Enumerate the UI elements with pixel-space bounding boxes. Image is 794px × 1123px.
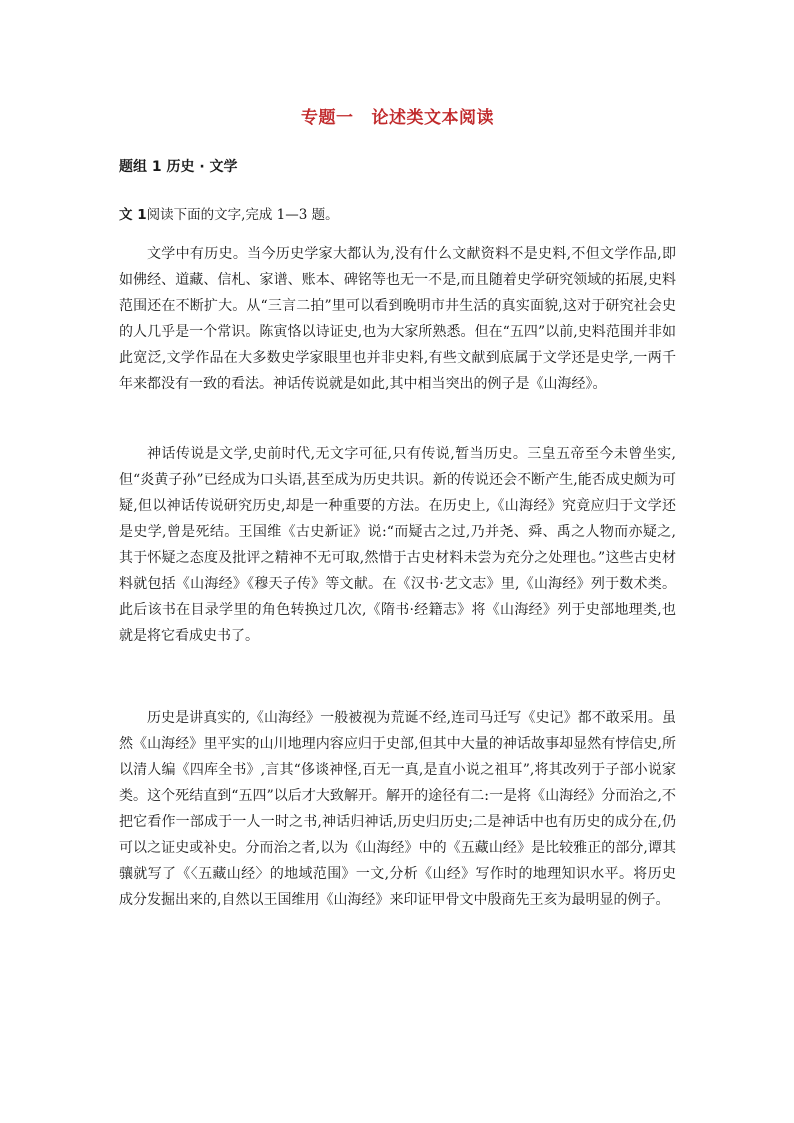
reading-instruction [119,203,339,223]
group-heading: 题组 1 历史 · 文学 [119,159,238,175]
paragraph-1: 文学中有历史。当今历史学家大都认为,没有什么文献资料不是史料,不但文学作品,即如佛经、道藏、信札、家谱、账本、碑铭等也无一不是,而且随着史学研究领域的拓展,史料范围还在不断扩大。从“三言二拍”里可以看到晚明市井生活的真实面貌,这对于研究社会史的人几乎是一个常识。陈寅恪以诗证史,也为大家所熟悉。但在“五四”以前,史料范围并非如此宽泛,文学作品在大多数史学家眼里也并非史料,有些文献到底属于文学还是史学,一两千年来都没有一致的看法。神话传说就是如此,其中相当突出的例子是《山海经》。 [119,246,676,392]
paragraph-3: 历史是讲真实的,《山海经》一般被视为荒诞不经,连司马迁写《史记》都不敢采用。虽然《山海经》里平实的山川地理内容应归于史部,但其中大量的神话故事却显然有悖信史,所以清人编《四库全书》,言其“侈谈神怪,百无一真,是直小说之祖耳”,将其改列于子部小说家类。这个死结直到“五四”以后才大致解开。解开的途径有二:一是将《山海经》分而治之,不把它看作一部成于一人一时之书,神话归神话,历史归历史;二是神话中也有历史的成分在,仍可以之证史或补史。分而治之者,以为《山海经》中的《五藏山经》是比较雅正的部分,谭其骧就写了《〈五藏山经〉的地域范围》一文,分析《山经》写作时的地理知识水平。将历史成分发掘出来的,自然以王国维用《山海经》来印证甲骨文中殷商先王亥为最明显的例子。 [119,710,676,908]
instruction-text: 阅读下面的文字,完成 1—3 题。 [146,207,339,223]
page-title [119,103,676,128]
title-subject: 论述类文本阅读 [371,108,494,128]
instruction-label: 文 1 [119,207,147,223]
paragraph-2: 神话传说是文学,史前时代,无文字可征,只有传说,暂当历史。三皇五帝至今未曾坐实,但“炎黄子孙”已经成为口头语,甚至成为历史共识。新的传说还会不断产生,能否成史颇为可疑,但以神话传说研究历史,却是一种重要的方法。在历史上,《山海经》究竟应归于文学还是史学,曾是死结。王国维《古史新证》说:“而疑古之过,乃并尧、舜、禹之人物而亦疑之,其于怀疑之态度及批评之精神不无可取,然惜于古史材料未尝为充分之处理也。”这些古史材料就包括《山海经》《穆天子传》等文献。在《汉书·艺文志》里,《山海经》列于数术类。此后该书在目录学里的角色转换过几次,《隋书·经籍志》将《山海经》列于史部地理类,也就是将它看成史书了。 [119,446,676,644]
title-topic: 专题一 [301,108,354,128]
